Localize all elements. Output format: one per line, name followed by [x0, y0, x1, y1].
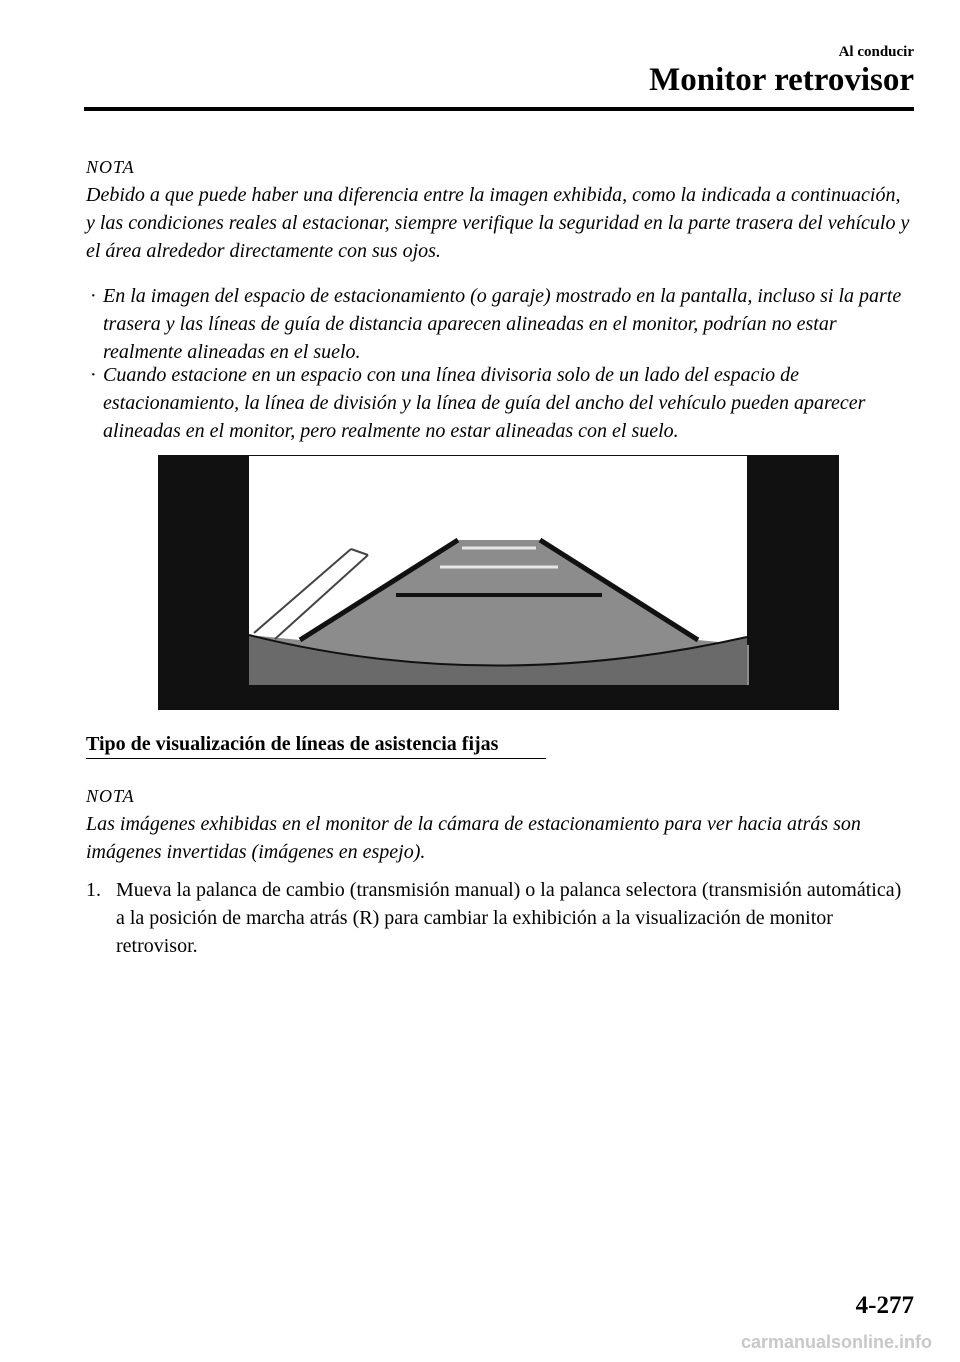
- page-number: 4-277: [855, 1292, 914, 1319]
- step-item: [86, 876, 914, 966]
- bullet-dot-icon: ·: [90, 364, 96, 386]
- bullet-text: Cuando estacione en un espacio con una línea divisoria solo de un lado del espacio de estacionamiento, la línea de división y la línea de guía del ancho del vehículo pueden aparecer alineadas en el monitor, pero realmente no estar alineadas con el suelo.: [103, 364, 866, 442]
- step-text: Mueva la palanca de cambio (transmisión manual) o la palanca selectora (transmisión automática) a la posición de marcha atrás (R) para cambiar la exhibición a la visualización de monitor retrovisor.: [116, 879, 902, 957]
- bullet-dot-icon: ·: [90, 285, 96, 307]
- watermark: carmanualsonline.info: [740, 1332, 932, 1352]
- bullet-text: En la imagen del espacio de estacionamiento (o garaje) mostrado en la pantalla, incluso si la parte trasera y las líneas de guía de distancia aparecen alineadas en el monitor, podrían no estar realmente alineadas en el suelo.: [103, 285, 902, 363]
- rear-view-monitor-illustration: [158, 455, 839, 710]
- note-text: Debido a que puede haber una diferencia entre la imagen exhibida, como la indicada a continuación, y las condiciones reales al estacionar, siempre verifique la seguridad en la parte trasera del vehículo y el área alrededor directamente con sus ojos.: [86, 184, 910, 262]
- note-heading: NOTA: [86, 786, 135, 806]
- note-bullet: [86, 282, 914, 366]
- note-text: Las imágenes exhibidas en el monitor de la cámara de estacionamiento para ver hacia atrás son imágenes invertidas (imágenes en espejo).: [86, 813, 861, 863]
- section-label: Al conducir: [838, 44, 914, 60]
- note-bullet: [86, 361, 914, 445]
- page-title: Monitor retrovisor: [649, 62, 914, 98]
- step-number: 1.: [86, 879, 101, 901]
- note-heading: NOTA: [86, 157, 135, 177]
- subheading-underline: [86, 758, 546, 759]
- header-divider: [84, 107, 914, 111]
- section-subheading: Tipo de visualización de líneas de asistencia fijas: [86, 733, 499, 755]
- rear-view-monitor-svg: [158, 455, 839, 710]
